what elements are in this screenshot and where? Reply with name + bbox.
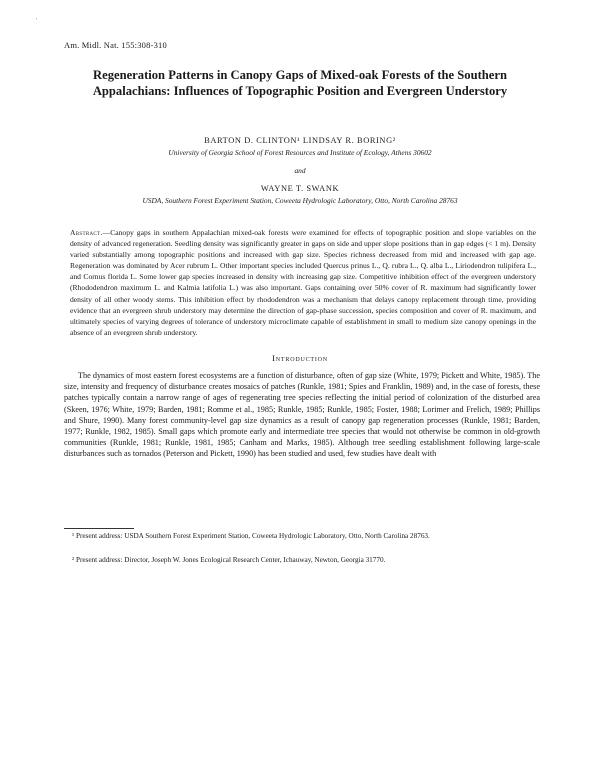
affiliation-2: USDA, Southern Forest Experiment Station, Coweeta Hydrologic Laboratory, Otto, North Carolina 28763 <box>142 196 458 205</box>
authors-line-1: BARTON D. CLINTON¹ LINDSAY R. BORING² <box>204 136 396 145</box>
abstract <box>70 227 536 338</box>
journal-reference: Am. Midl. Nat. 155:308-310 <box>64 40 167 50</box>
paper-title: Regeneration Patterns in Canopy Gaps of Mixed-oak Forests of the Southern Appalachians: Influences of Topographic Position and Evergreen Understory <box>92 68 508 98</box>
abstract-text: —Canopy gaps in southern Appalachian mixed-oak forests were examined for effects of topographic position and slope variables on the density of advanced regeneration. Seedling density was significantly greater in gaps on side and upper slope positions than in gap edges (< 1 m). Density varied substantially among topographic positions and increased with gap size. Species richness decreased from mid and increased with gap age. Regeneration was dominated by Acer rubrum L. Other important species included Quercus prinus L., Q. rubra L., Q. alba L., Liriodendron tulipifera L., and Cornus florida L. Some lower gap species increased in density with increasing gap size. Competitive inhibition effect of the evergreen understory (Rhododendron maximum L. and Kalmia latifolia L.) was also important. Gaps containing over 50% cover of R. maximum had significantly lower density of all other woody stems. This inhibition effect by rhododendron was a mechanism that delays canopy replacement through time, providing evidence that an evergreen shrub understory may determine the direction of gap-phase succession, species composition and cover of R. maximum, and ultimately species of varying degrees of tolerance of understory microclimate capable of establishment in small to medium size canopy openings in the absence of an evergreen shrub understory. <box>70 228 536 337</box>
footnote-1: ¹ Present address: USDA Southern Forest Experiment Station, Coweeta Hydrologic Laboratory, Otto, North Carolina 28763. <box>72 532 430 540</box>
authors-line-2: WAYNE T. SWANK <box>260 184 340 193</box>
corner-mark: ' <box>36 18 38 24</box>
abstract-label: Abstract. <box>70 228 103 237</box>
introduction-paragraph: The dynamics of most eastern forest ecosystems are a function of disturbance, often of gap size (White, 1979; Pickett and White, 1985). The size, intensity and frequency of disturbance creates mosaics of patches (Runkle, 1981; Spies and Franklin, 1989) and, in the case of forests, these patches typically contain a narrow range of ages of regenerating tree species reflecting the initial period of colonization of the disturbed area (Skeen, 1976; White, 1979; Barden, 1981; Romme et al., 1985; Runkle, 1985; Runkle, 1985; Foster, 1988; Lorimer and Frelich, 1989; Phillips and Shure, 1990). Many forest community-level gap size dynamics as a result of canopy gap regeneration processes (Runkle, 1981; Barden, 1977; Runkle, 1982, 1985). Small gaps which promote early and intermediate tree species that would not otherwise be common in old-growth communities (Runkle, 1981; Runkle, 1981, 1985; Canham and Marks, 1985). Although tree seedling establishment following large-scale disturbances such as tornados (Peterson and Pickett, 1990) has been studied and used, few studies have dealt with <box>64 371 540 459</box>
footnote-divider <box>64 528 134 529</box>
footnote-2: ² Present address: Director, Joseph W. Jones Ecological Research Center, Ichauway, Newton, Georgia 31770. <box>72 556 386 564</box>
section-heading-introduction: Introduction <box>272 353 328 363</box>
and-separator: and <box>294 166 306 175</box>
affiliation-1: University of Georgia School of Forest Resources and Institute of Ecology, Athens 30602 <box>168 148 432 157</box>
